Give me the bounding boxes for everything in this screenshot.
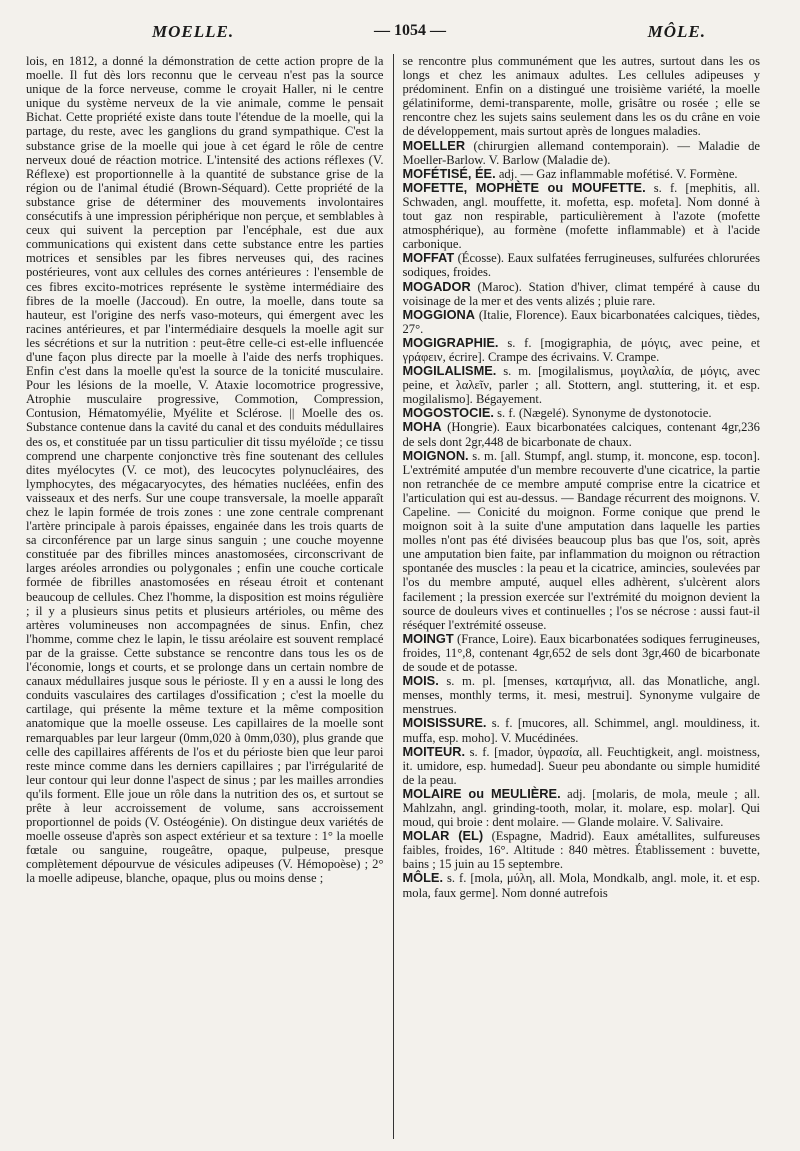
entry-headword: MOINGT [402, 630, 454, 646]
entry-definition: s. m. pl. [menses, καταμήνια, all. das Monatliche, angl. menses, monthly terms, it. mesi, mestrui]. Synonyme vulgaire de menstrues. [402, 674, 760, 717]
entry-headword: MOITEUR. [402, 743, 466, 759]
page-number: — 1054 — [374, 22, 446, 39]
dictionary-entry [403, 829, 761, 871]
right-column-intro: se rencontre plus communément que les autres, surtout dans les os longs et chez les animaux adultes. Les cellules adipeuses y prédominent. Enfin on a distingué une troisième variété, la moelle gélatiniforme, demi-transparente, molle, grisâtre ou rosée ; elle se rencontre chez les sujets sains seulement dans les os du crâne en voie de développement, mais surtout après de longues maladies. [402, 54, 760, 139]
entry-definition: s. f. [mogigraphia, de μόγις, avec peine, et γράφειν, écrire]. Crampe des écrivains. V. Crampe. [402, 335, 760, 364]
entry-definition: adj. — Gaz inflammable mofétisé. V. Formène. [498, 166, 738, 181]
dictionary-entry [403, 787, 761, 829]
left-column [26, 54, 384, 1139]
entry-definition: (France, Loire). Eaux bicarbonatées sodiques ferrugineuses, froides, 11°,8, contenant 4gr,652 de sels dont 3gr,460 de bicarbonate de soude et de potasse. [402, 631, 760, 675]
dictionary-entry [403, 167, 761, 181]
entry-headword: MOISISSURE. [402, 715, 487, 731]
entry-headword: MOGIGRAPHIE. [402, 334, 499, 350]
entry-headword: MOELLER [402, 137, 466, 153]
running-head-left: MOELLE. [152, 22, 235, 41]
entry-headword: MOIS. [402, 673, 439, 689]
text-columns [26, 54, 760, 1139]
entry-definition: (chirurgien allemand contemporain). — Maladie de Moeller-Barlow. V. Barlow (Maladie de). [402, 138, 760, 167]
dictionary-entry [403, 449, 761, 632]
entry-headword: MOFFAT [402, 250, 455, 266]
entry-definition: s. f. [mucores, all. Schimmel, angl. mouldiness, it. muffa, esp. moho]. V. Mucédinées. [402, 716, 760, 745]
entry-headword: MOLAR (EL) [402, 828, 484, 844]
right-column [403, 54, 761, 1139]
dictionary-entry [403, 632, 761, 674]
page-header [26, 22, 760, 54]
entry-definition: s. f. [mola, μύλη, all. Mola, Mondkalb, angl. mole, it. et esp. mola, faux germe]. Nom donné autrefois [402, 871, 760, 900]
entry-definition: s. f. [mador, ὑγρασία, all. Feuchtigkeit, angl. moistness, it. umidore, esp. humedad]. Sueur peu abondante ou simple humidité de la peau. [402, 744, 760, 787]
dictionary-entry [403, 308, 761, 336]
dictionary-entry [403, 420, 761, 448]
entry-headword: MOFETTE, MOPHÈTE ou MOUFETTE. [402, 179, 646, 195]
entry-headword: MOHA [402, 419, 442, 435]
dictionary-entry [403, 139, 761, 167]
dictionary-entry [403, 406, 761, 420]
entry-definition: s. m. [all. Stumpf, angl. stump, it. moncone, esp. tocon]. L'extrémité amputée d'un membre recouverte d'une cicatrice, la partie non retranchée de ce membre amputé comprise entre la cicatrice et l'articulation qui est au-dessus. — Bandage récurrent des moignons. V. Capeline. — Conicité du moignon. Forme conique que prend le moignon soit à la suite d'une amputation dans laquelle les parties molles n'ont pas été divisées beaucoup plus bas que l'os, soit, après une amputation bien faite, par inflammation du moignon ou rétraction spontanée des muscles : la peau et la cicatrice, amincies, soulevées par l'os du membre amputé, auquel elles adhèrent, s'ulcèrent alors facilement ; la pression exercée sur l'extrémité du moignon devient la source de douleurs vives et continuelles ; l'os se nécrose : aussi faut-il réséquer l'extrémité osseuse. [402, 448, 760, 632]
entry-headword: MOGILALISME. [402, 363, 497, 379]
dictionary-entry [403, 716, 761, 744]
entry-headword: MOIGNON. [402, 447, 469, 463]
dictionary-entry [403, 745, 761, 787]
column-divider [393, 54, 394, 1139]
running-head-right: MÔLE. [647, 22, 706, 41]
entry-definition: adj. [molaris, de mola, meule ; all. Mahlzahn, angl. grinding-tooth, molar, it. molare, esp. molar]. Qui moud, qui broie : dent molaire. — Glande molaire. V. Salivaire. [402, 786, 760, 830]
entry-definition: (Écosse). Eaux sulfatées ferrugineuses, sulfurées chlorurées sodiques, froides. [402, 251, 760, 280]
dictionary-entry [403, 336, 761, 364]
dictionary-entry [403, 871, 761, 899]
entry-definition: (Maroc). Station d'hiver, climat tempéré à cause du voisinage de la mer et des vents alizés ; pluie rare. [402, 279, 760, 308]
entry-headword: MOGGIONA [402, 306, 476, 322]
entry-definition: (Italie, Florence). Eaux bicarbonatées calciques, tièdes, 27°. [402, 307, 760, 336]
entry-headword: MOGOSTOCIE. [402, 405, 494, 421]
entry-headword: MÔLE. [402, 870, 444, 886]
entry-headword: MOFÉTISÉ, ÉE. [402, 165, 496, 181]
entry-definition: s. f. [mephitis, all. Schwaden, angl. mouffette, it. mofetta, esp. mofeta]. Nom donné à tout gaz non respirable, particulièrement à l'azote (mofette atmosphérique), au formène (mofette inflammable) et à l'acide carbonique. [402, 180, 760, 252]
entry-definition: s. m. [mogilalismus, μογιλαλία, de μόγις, avec peine, et λαλεῖν, parler ; all. Stottern, angl. stuttering, it. et esp. mogilalismo]. Bégayement. [402, 364, 760, 407]
dictionary-entry [403, 181, 761, 251]
entry-definition: (Hongrie). Eaux bicarbonatées calciques, contenant 4gr,236 de sels dont 2gr,448 de bicarbonate de chaux. [402, 420, 760, 449]
entry-list [403, 139, 761, 900]
entry-headword: MOLAIRE ou MEULIÈRE. [402, 785, 561, 801]
entry-headword: MOGADOR [402, 278, 471, 294]
dictionary-entry [403, 280, 761, 308]
dictionary-entry [403, 674, 761, 716]
left-column-text: lois, en 1812, a donné la démonstration de cette action propre de la moelle. Il fut dès lors reconnu que le cerveau n'est pas la source unique de la force nerveuse, comme le croyait Haller, ni le centre unique du système nerveux de la vie animale, comme le pensait Bichat. Cette propriété existe dans toute l'étendue de la moelle, qui la partage, du reste, avec les ganglions du grand sympathique. C'est la substance grise de la moelle qui joue à cet égard le rôle de centre nerveux doué de réaction motrice. L'intensité des actions réflexes (V. Réflexe) est proportionnelle à la quantité de substance grise de la région ou de l'animal étudié (Brown-Séquard). Cette propriété de la substance grise de déterminer des mouvements involontaires consécutifs à une impression périphérique non perçue, et semblables à ceux qui suivent la perception par l'encéphale, est due aux communications qui existent dans cette substance entre les parties motrices et sensibles par les fibres nerveuses qui, des racines postérieures, vont aux cellules des cornes antérieures : l'ensemble de ces fibres excito-motrices représente le système intermédiaire des fibres de la moelle (Jaccoud). En outre, la moelle, dans toute sa hauteur, est l'origine des nerfs vaso-moteurs, qui émergent avec les racines antérieures, et par l'intermédiaire desquels la moelle agit sur les sécrétions et sur la nutrition : peut-être celle-ci est-elle influencée d'une façon plus directe par la moelle à l'aide des nerfs trophiques. Enfin c'est dans la moelle qu'est la source de la tonicité musculaire. Pour les lésions de la moelle, V. Ataxie locomotrice progressive, Atrophie musculaire progressive, Commotion, Compression, Contusion, Hématomyélie, Myélite et Sclérose. || Moelle des os. Substance contenue dans la cavité du canal et des conduits médullaires des os, et constituée par un tissu particulier dit tissu myéloïde ; ce tissu comprend une charpente conjonctive très fine soutenant des cellules dites myélocytes (V. ce mot), des leucocytes polynucléaires, des lymphocytes, des mégacaryocytes, des hématies nucléées, enfin des vaisseaux et des nerfs. Sur une coupe transversale, la moelle apparaît chez le lapin formée de trois zones : une zone centrale comprenant l'artère principale à parois épaisses, engainée dans les trois quarts de sa circonférence par un large sinus sanguin ; une couche moyenne constituée par des fibrilles minces anastomosées, circonscrivant de larges aréoles arrondies ou polygonales ; enfin une couche corticale formée de fibrilles anastomosées en réseau étroit et contenant beaucoup de cellules. Chez l'homme, la disposition est moins régulière ; il y a plusieurs sinus petits et plusieurs artérioles, ou même des artères volumineuses non accompagnées de sinus. Enfin, chez l'homme, comme chez le lapin, le tissu aréolaire est souvent remplacé par de la graisse. Cette substance se rencontre dans tous les os de l'économie, longs et courts, et se prolonge dans un certain nombre de canaux médullaires jusque sous le périoste. Il y en a aussi le long des conduits vasculaires des cartilages d'ossification ; c'est la moelle du cartilage, qui présente la même texture et la même composition anatomique que la moelle osseuse. Les capillaires de la moelle sont remarquables par leur largeur (0mm,020 à 0mm,030), plus grande que celle des capillaires afférents de l'os et du périoste bien que leur paroi reste mince comme dans les derniers capillaires ; par l'irrégularité de leur contour qui leur donne l'aspect de sinus ; par les mailles arrondies qu'ils forment. Elle joue un rôle dans la nutrition des os, et surtout se prête à leur accroissement de volume, sans accroissement proportionnel de poids (V. Ostéogénie). On distingue deux variétés de moelle osseuse d'après son aspect extérieur et sa texture : 1° la moelle fœtale ou sanguine, rougeâtre, opaque, pulpeuse, presque complètement dépourvue de vésicules adipeuses (V. Hémopoèse) ; 2° la moelle adipeuse, blanche, opaque, plus ou moins dense ; [26, 54, 384, 886]
entry-definition: (Espagne, Madrid). Eaux amétallites, sulfureuses faibles, froides, 16°. Altitude : 840 mètres. Établissement : buvette, bains ; 15 juin au 15 septembre. [402, 829, 760, 872]
dictionary-entry [403, 251, 761, 279]
dictionary-entry [403, 364, 761, 406]
entry-definition: s. f. (Nægelé). Synonyme de dystonotocie. [497, 406, 712, 421]
